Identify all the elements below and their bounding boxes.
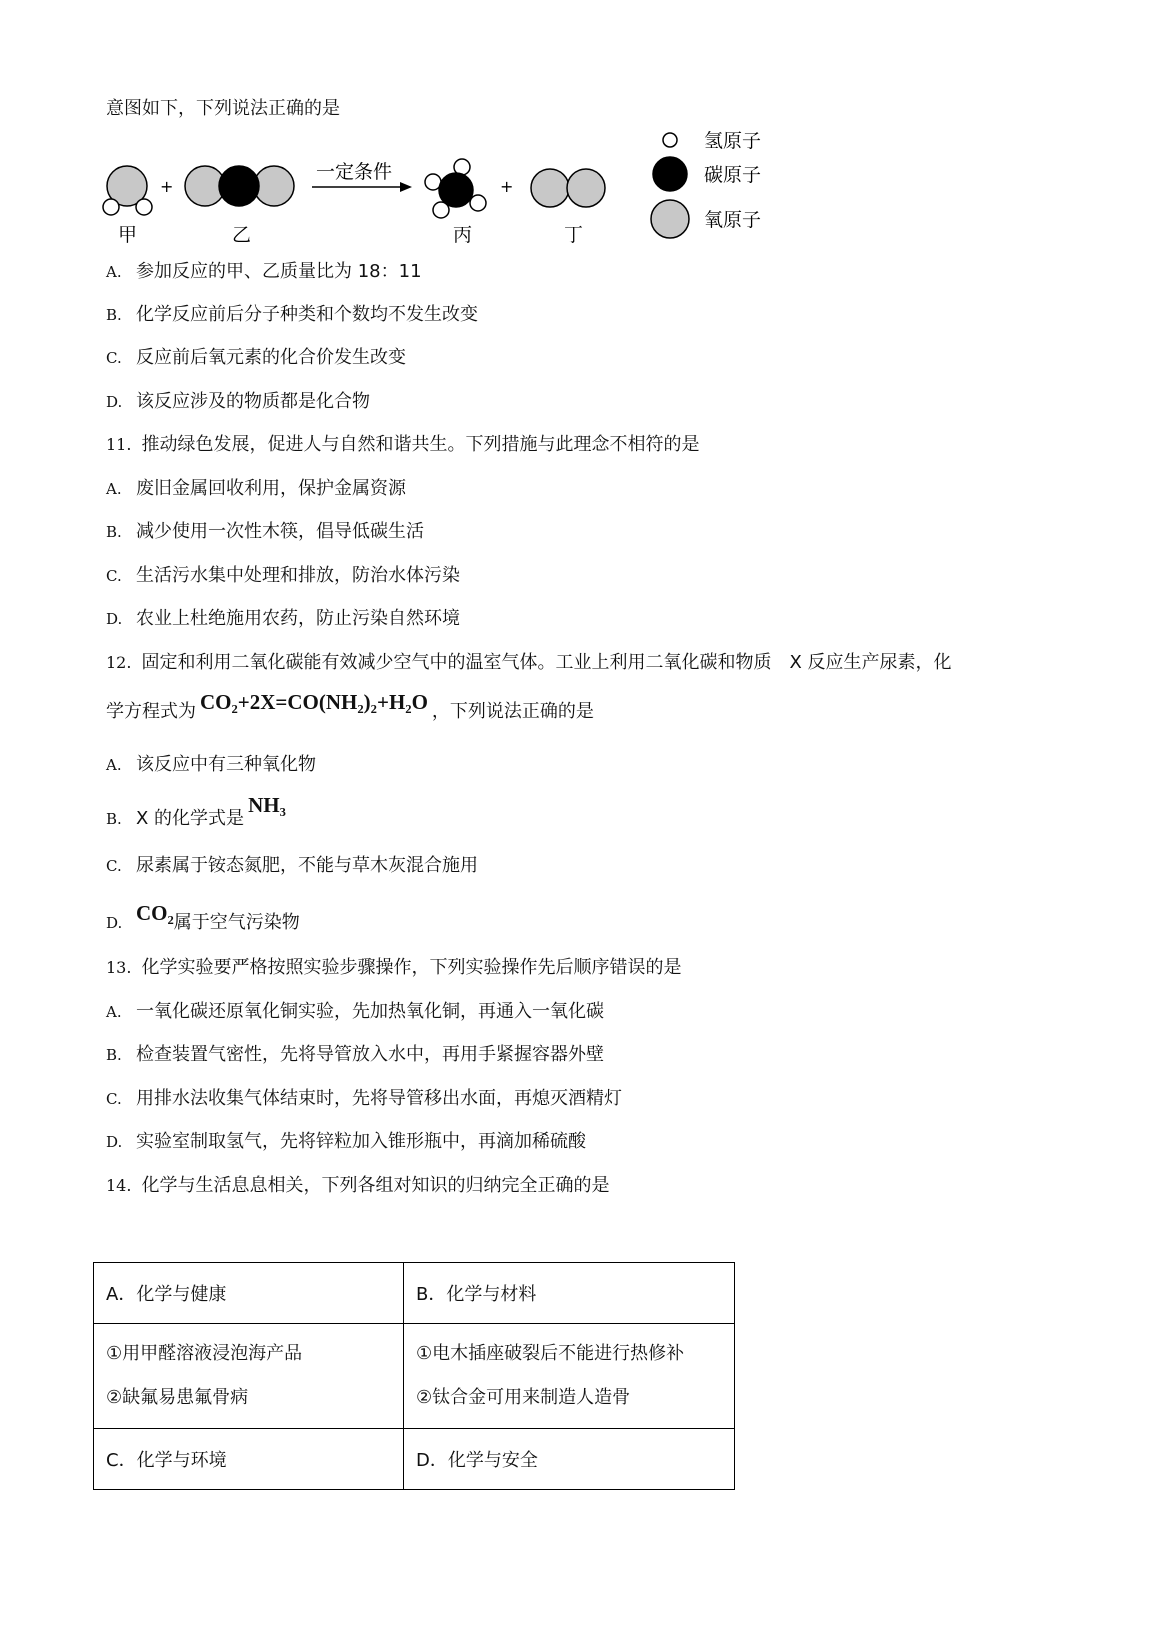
legend-carbon-icon: [653, 157, 687, 191]
cell-b-items: ①电木插座破裂后不能进行热修补 ②钛合金可用来制造人造骨: [404, 1324, 735, 1429]
question-intro: 意图如下，下列说法正确的是: [106, 98, 340, 119]
q10-option-c[interactable]: C. 反应前后氧元素的化合价发生改变: [106, 347, 406, 368]
q12-option-c[interactable]: C. 尿素属于铵态氮肥，不能与草木灰混合施用: [106, 855, 478, 876]
q11-option-b[interactable]: B. 减少使用一次性木筷，倡导低碳生活: [106, 521, 424, 542]
q13-option-d[interactable]: D. 实验室制取氢气，先将锌粒加入锥形瓶中，再滴加稀硫酸: [106, 1131, 586, 1152]
yi-oxygen-atom: [254, 166, 294, 206]
reaction-diagram: [100, 130, 820, 255]
legend-hydrogen-label: 氢原子: [704, 130, 762, 152]
q13-option-a[interactable]: A. 一氧化碳还原氧化铜实验，先加热氧化铜，再通入一氧化碳: [106, 1001, 604, 1022]
q12-stem-line1: 12. 固定和利用二氧化碳能有效减少空气中的温室气体。工业上利用二氧化碳和物质 X 反应生产尿素，化: [106, 652, 952, 673]
ding-oxygen-atom: [567, 169, 605, 207]
q10-option-b[interactable]: B. 化学反应前后分子种类和个数均不发生改变: [106, 304, 478, 325]
q10-option-d[interactable]: D. 该反应涉及的物质都是化合物: [106, 391, 370, 412]
knowledge-table: [93, 1262, 735, 1490]
q11-option-c[interactable]: C. 生活污水集中处理和排放，防治水体污染: [106, 565, 460, 586]
arrow-head-icon: [400, 182, 412, 192]
legend-carbon-label: 碳原子: [704, 164, 762, 186]
molecule-svg: [100, 130, 820, 255]
label-bing: 丙: [453, 224, 473, 246]
q14-stem: 14. 化学与生活息息相关，下列各组对知识的归纳完全正确的是: [106, 1175, 610, 1196]
bing-carbon-atom: [439, 173, 473, 207]
jia-hydrogen-atom: [103, 199, 119, 215]
q12-option-d[interactable]: D. CO₂属于空气污染物: [106, 901, 300, 933]
legend-oxygen-label: 氧原子: [704, 209, 762, 231]
cell-a-items: ①用甲醛溶液浸泡海产品 ②缺氟易患氟骨病: [94, 1324, 404, 1429]
q11-stem: 11. 推动绿色发展，促进人与自然和谐共生。下列措施与此理念不相符的是: [106, 434, 700, 455]
q13-stem: 13. 化学实验要严格按照实验步骤操作，下列实验操作先后顺序错误的是: [106, 957, 682, 978]
cell-d-title: D．化学与安全: [404, 1429, 735, 1490]
q12-option-a[interactable]: A. 该反应中有三种氧化物: [106, 754, 316, 775]
chemical-equation: CO₂+2X=CO(NH₂)₂+H₂O: [200, 690, 428, 714]
label-jia: 甲: [118, 224, 138, 246]
cell-c-title: C．化学与环境: [94, 1429, 404, 1490]
legend-hydrogen-icon: [663, 133, 677, 147]
cell-b-title: B．化学与材料: [404, 1263, 735, 1324]
bing-hydrogen-atom: [470, 195, 486, 211]
jia-hydrogen-atom: [136, 199, 152, 215]
q12-option-b[interactable]: B. X 的化学式是NH₃: [106, 793, 286, 829]
label-ding: 丁: [564, 224, 584, 246]
q11-option-d[interactable]: D. 农业上杜绝施用农药，防止污染自然环境: [106, 608, 460, 629]
cell-a-title: A．化学与健康: [94, 1263, 404, 1324]
reaction-condition: 一定条件: [316, 161, 393, 183]
yi-carbon-atom: [219, 166, 259, 206]
q13-option-b[interactable]: B. 检查装置气密性，先将导管放入水中，再用手紧握容器外壁: [106, 1044, 604, 1065]
plus-sign: +: [500, 177, 514, 196]
plus-sign: +: [160, 177, 174, 196]
label-yi: 乙: [232, 224, 252, 246]
legend-oxygen-icon: [651, 200, 689, 238]
formula-co2: CO₂: [136, 901, 174, 925]
ding-oxygen-atom: [531, 169, 569, 207]
q12-stem-line2: 学方程式为 CO₂+2X=CO(NH₂)₂+H₂O ，下列说法正确的是: [106, 690, 594, 722]
q11-option-a[interactable]: A. 废旧金属回收利用，保护金属资源: [106, 478, 406, 499]
q13-option-c[interactable]: C. 用排水法收集气体结束时，先将导管移出水面，再熄灭酒精灯: [106, 1088, 622, 1109]
formula-nh3: NH₃: [248, 793, 286, 817]
q10-option-a[interactable]: A. 参加反应的甲、乙质量比为 18：11: [106, 261, 422, 282]
